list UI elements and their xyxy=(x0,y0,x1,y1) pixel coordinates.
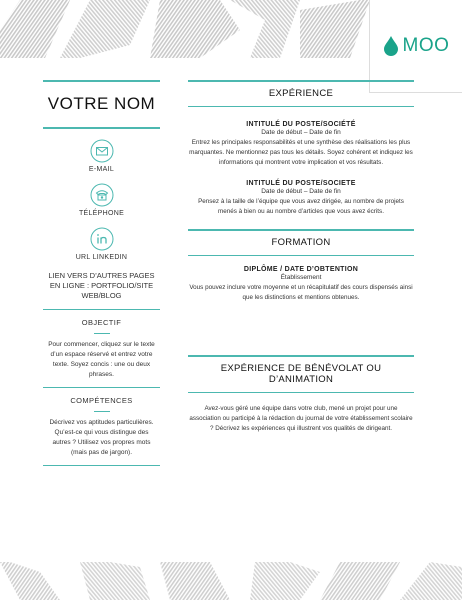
divider xyxy=(94,411,110,412)
contact-section xyxy=(43,139,160,309)
main-content xyxy=(188,80,414,436)
email-label: E-MAIL xyxy=(88,166,115,173)
linkedin-label: URL LINKEDIN xyxy=(75,254,128,261)
divider xyxy=(43,127,160,129)
phone-label: TÉLÉPHONE xyxy=(78,210,125,217)
entry-description: Vous pouvez inclure votre moyenne et un récapitulatif des cours dispensés ainsi que les distinctions et mentions obtenues. xyxy=(189,284,413,301)
candidate-name: VOTRE NOM xyxy=(47,94,156,113)
experience-entry xyxy=(188,107,414,170)
drop-icon xyxy=(383,36,399,56)
phone-item xyxy=(43,183,160,217)
divider xyxy=(43,465,160,466)
experience-heading: EXPÉRIENCE xyxy=(188,80,414,107)
volunteer-heading: EXPÉRIENCE DE BÉNÉVOLAT OU D’ANIMATION xyxy=(188,355,414,393)
volunteer-entry xyxy=(188,393,414,436)
experience-entry xyxy=(188,170,414,229)
entry-dates: Date de début – Date de fin xyxy=(261,129,341,136)
entry-description: Avez-vous géré une équipe dans votre club, mené un projet pour une association ou participé à la rédaction du journal de votre établissement scolaire ? Décrivez les expériences qui illustrent vos qualités de dirigeant. xyxy=(189,405,413,432)
sidebar xyxy=(43,80,160,466)
education-heading: FORMATION xyxy=(188,229,414,256)
divider xyxy=(94,333,110,334)
entry-description: Entrez les principales responsabilités et une synthèse des réalisations les plus marquantes. Ne mentionnez pas tous les détails. Soyez cohérent et indiquez les informations qui montrent votre implication et vos résultats. xyxy=(189,139,413,166)
entry-dates: Date de début – Date de fin xyxy=(261,188,341,195)
education-entry xyxy=(188,256,414,305)
logo-text: MOO xyxy=(402,35,450,56)
entry-school: Établissement xyxy=(280,274,322,281)
email-item xyxy=(43,139,160,173)
entry-description: Pensez à la taille de l’équipe que vous avez dirigée, au nombre de projets menés à bien ou au nombre d’articles que vous avez écrits. xyxy=(198,198,404,215)
phone-icon xyxy=(90,183,114,207)
email-icon xyxy=(90,139,114,163)
linkedin-icon xyxy=(90,227,114,251)
entry-title: INTITULÉ DU POSTE/SOCIÉTÉ xyxy=(246,121,356,128)
entry-title: INTITULÉ DU POSTE/SOCIETE xyxy=(246,180,356,187)
bottom-pattern-band xyxy=(0,562,462,600)
objective-title: OBJECTIF xyxy=(81,318,122,327)
entry-title: DIPLÔME / DATE D’OBTENTION xyxy=(243,266,359,273)
skills-text: Décrivez vos aptitudes particulières. Qu’est-ce qui vous distingue des autres ? Utilisez vos propres mots (mais pas de jargon). xyxy=(49,419,154,456)
spacer xyxy=(188,305,414,355)
objective-text: Pour commencer, cliquez sur le texte d’un espace réservé et entrez votre texte. Soyez concis : une ou deux phrases. xyxy=(48,341,155,378)
online-links: LIEN VERS D’AUTRES PAGES EN LIGNE : PORTFOLIO/SITE WEB/BLOG xyxy=(48,271,155,300)
skills-title: COMPÉTENCES xyxy=(70,396,133,405)
linkedin-item xyxy=(43,227,160,261)
